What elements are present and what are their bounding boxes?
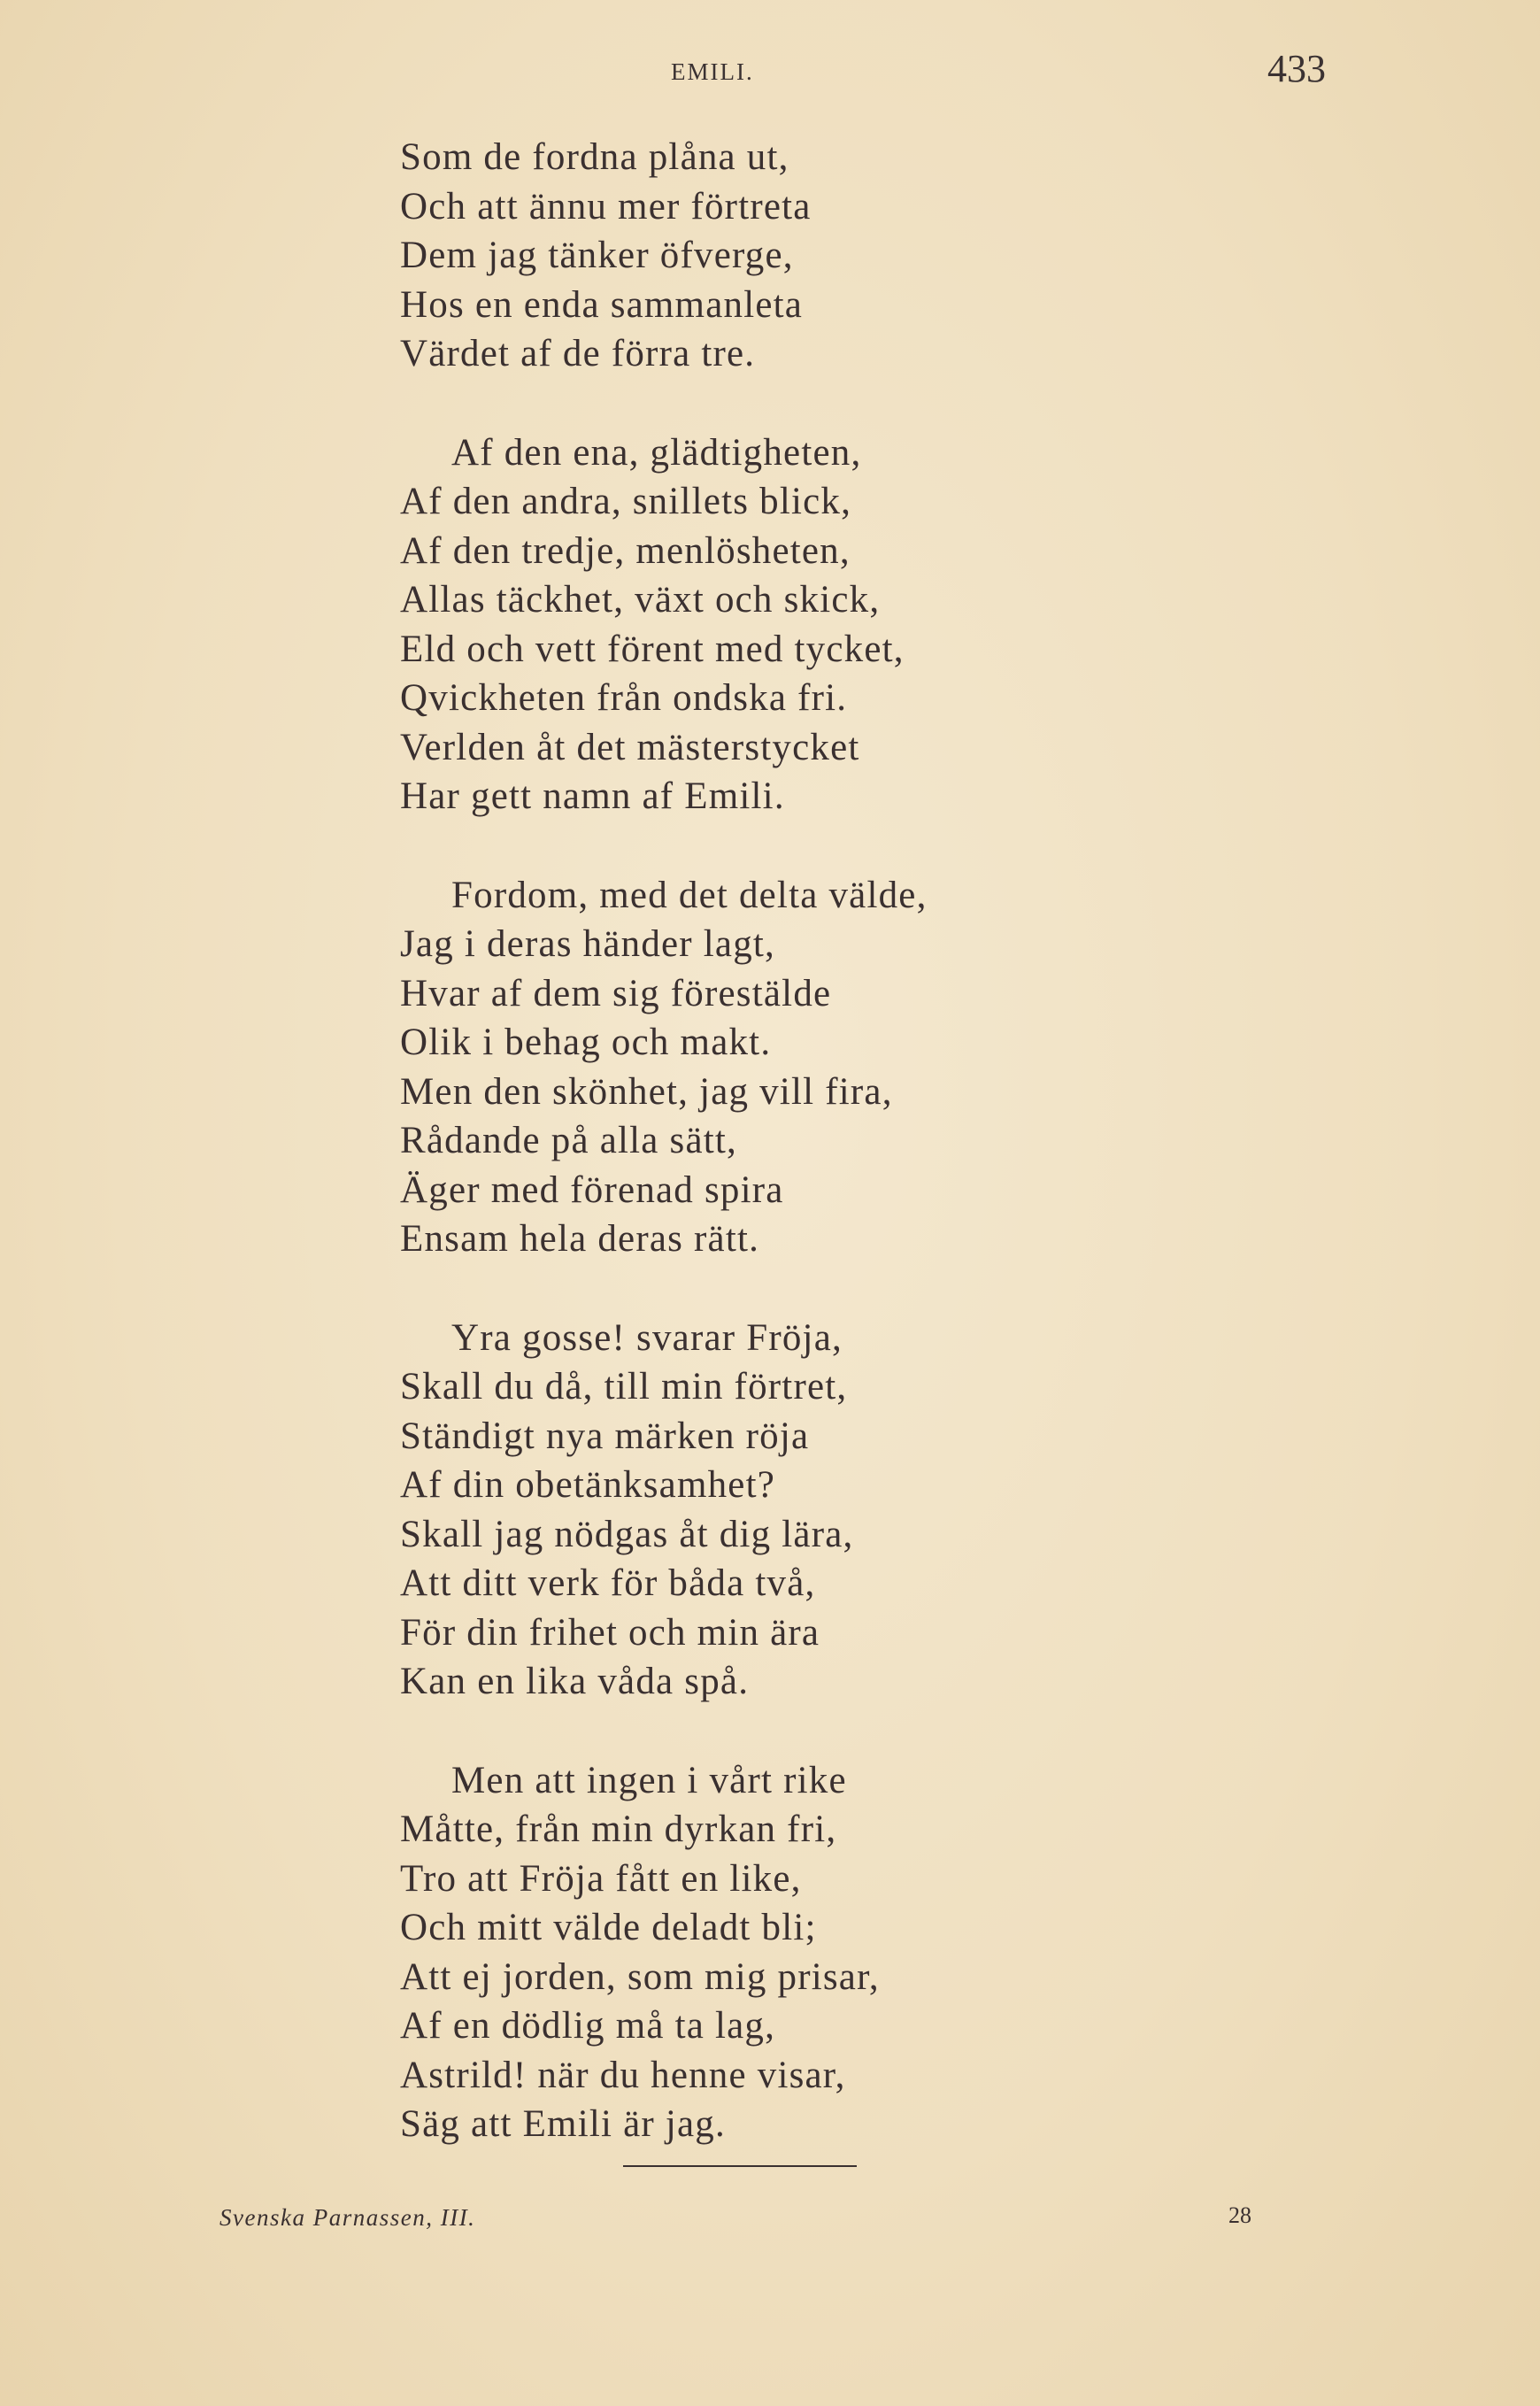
poem-line: Måtte, från min dyrkan fri, xyxy=(400,1808,837,1850)
page-number: 433 xyxy=(1267,47,1326,90)
end-rule xyxy=(623,2165,857,2167)
running-head xyxy=(0,46,1540,90)
poem-line: Af din obetänksamhet? xyxy=(400,1464,776,1506)
poem-line: Af den ena, glädtigheten, xyxy=(451,431,862,474)
poem-line: Skall du då, till min förtret, xyxy=(400,1366,848,1407)
poem-line: Eld och vett förent med tycket, xyxy=(400,628,905,670)
stanza-4 xyxy=(400,1314,1090,1707)
poem-line: Allas täckhet, växt och skick, xyxy=(400,579,881,621)
poem-line: Qvickheten från ondska fri. xyxy=(400,677,848,719)
poem-line: Af den tredje, menlösheten, xyxy=(400,529,851,572)
sheet-number: 28 xyxy=(1228,2202,1251,2228)
poem-line: Yra gosse! svarar Fröja, xyxy=(451,1316,843,1359)
poem-line: Astrild! när du henne visar, xyxy=(400,2054,846,2096)
poem-line: Af en dödlig må ta lag, xyxy=(400,2005,776,2047)
poem-line: Af den andra, snillets blick, xyxy=(400,481,852,522)
poem-line: Ständigt nya märken röja xyxy=(400,1415,810,1457)
poem-line: Olik i behag och makt. xyxy=(400,1022,772,1063)
poem-line: För din frihet och min ära xyxy=(400,1611,820,1654)
poem-line: Hvar af dem sig förestälde xyxy=(400,972,832,1014)
poem-line: Och mitt välde deladt bli; xyxy=(400,1907,817,1948)
page-footer xyxy=(0,2204,1540,2240)
poem-line: Ensam hela deras rätt. xyxy=(400,1218,760,1260)
poem-line: Men att ingen i vårt rike xyxy=(451,1759,847,1801)
poem-line: Men den skönhet, jag vill fira, xyxy=(400,1070,893,1113)
stanza-2 xyxy=(400,428,1090,821)
poem-line: Och att ännu mer förtreta xyxy=(400,185,812,227)
stanza-1 xyxy=(400,133,1090,379)
running-title: EMILI. xyxy=(671,58,754,85)
poem-line: Dem jag tänker öfverge, xyxy=(400,235,794,276)
poem-line: Hos en enda sammanleta xyxy=(400,283,804,326)
poem xyxy=(400,133,1090,2199)
poem-line: Att ej jorden, som mig prisar, xyxy=(400,1955,880,1998)
stanza-5 xyxy=(400,1756,1090,2149)
poem-line: Säg att Emili är jag. xyxy=(400,2103,726,2145)
poem-line: Jag i deras händer lagt, xyxy=(400,923,776,965)
poem-line: Äger med förenad spira xyxy=(400,1168,784,1211)
stanza-3 xyxy=(400,871,1090,1264)
poem-line: Verlden åt det mästerstycket xyxy=(400,726,860,768)
signature-mark: Svenska Parnassen, III. xyxy=(219,2204,476,2231)
poem-line: Har gett namn af Emili. xyxy=(400,775,785,817)
poem-line: Skall jag nödgas åt dig lära, xyxy=(400,1513,854,1555)
poem-line: Fordom, med det delta välde, xyxy=(451,874,928,916)
poem-line: Rådande på alla sätt, xyxy=(400,1120,737,1161)
poem-line: Tro att Fröja fått en like, xyxy=(400,1857,802,1900)
poem-line: Att ditt verk för båda två, xyxy=(400,1562,816,1604)
poem-line: Kan en lika våda spå. xyxy=(400,1661,750,1702)
poem-line: Värdet af de förra tre. xyxy=(400,333,756,374)
poem-line: Som de fordna plåna ut, xyxy=(400,136,789,178)
